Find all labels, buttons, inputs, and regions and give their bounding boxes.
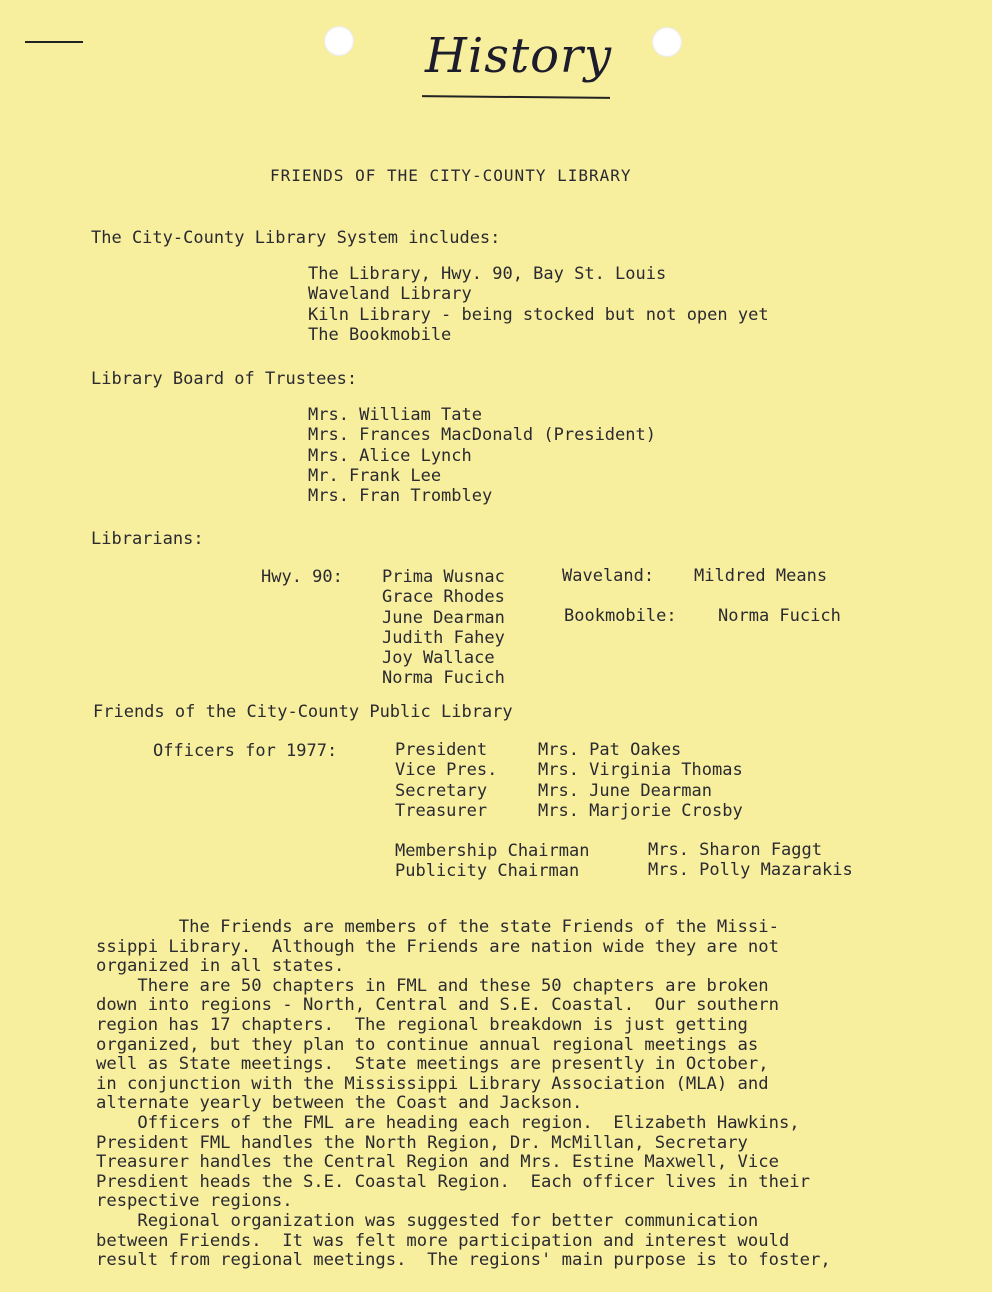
system-item: Waveland Library [308,284,472,305]
hwy-label: Hwy. 90: [261,567,343,587]
body-line: well as State meetings. State meetings are presently in October, [96,1054,769,1075]
body-line: between Friends. It was felt more participation and interest would [96,1230,790,1251]
board-member: Mrs. William Tate [308,405,482,425]
officer-name: Mrs. Virginia Thomas [538,760,743,781]
officer-name: Mrs. Pat Oakes [538,740,682,760]
officer-role: Treasurer [395,800,488,821]
body-line: alternate yearly between the Coast and Jackson. [96,1093,583,1114]
body-line: down into regions - North, Central and S.E. Coastal. Our southern [96,995,779,1016]
officer-name: Mrs. Marjorie Crosby [538,800,743,821]
body-line: organized, but they plan to continue annual regional meetings as [96,1034,759,1055]
chair-name: Mrs. Polly Mazarakis [648,860,853,881]
officers-label: Officers for 1977: [153,741,338,761]
officer-role: President [395,740,488,760]
page-heading: FRIENDS OF THE CITY-COUNTY LIBRARY [270,166,632,185]
body-line: Treasurer handles the Central Region and Mrs. Estine Maxwell, Vice [96,1152,779,1173]
handwritten-title: History [425,28,613,84]
body-line: Regional organization was suggested for better communication [96,1210,759,1231]
officer-name: Mrs. June Dearman [538,780,712,801]
body-line: Officers of the FML are heading each region. Elizabeth Hawkins, [96,1112,800,1133]
body-line: organized in all states. [96,956,345,977]
chair-names [648,840,853,881]
officer-role: Vice Pres. [395,760,498,781]
chair-roles [395,841,589,882]
body-line: ssippi Library. Although the Friends are nation wide they are not [96,936,779,957]
handwritten-underline [422,95,610,99]
waveland-librarian: Mildred Means [694,566,828,586]
chair-role: Membership Chairman [395,841,590,861]
system-label: The City-County Library System includes: [91,228,501,248]
body-line: The Friends are members of the state Friends of the Missi- [96,917,779,937]
punch-hole-right [652,27,682,57]
punch-hole-left [324,26,354,56]
bookmobile-label: Bookmobile: [564,606,677,626]
system-item: The Library, Hwy. 90, Bay St. Louis [308,264,667,284]
librarian-name: Joy Wallace [382,648,495,669]
officer-roles [395,740,497,821]
system-list [308,264,769,345]
board-list [308,405,656,506]
friends-label: Friends of the City-County Public Library [93,702,513,722]
body-line: in conjunction with the Mississippi Library Association (MLA) and [96,1073,769,1094]
board-member: Mrs. Frances MacDonald (President) [308,425,656,446]
body-paragraphs [96,918,926,1271]
body-line: result from regional meetings. The regions' main purpose is to foster, [96,1250,831,1271]
board-member: Mrs. Alice Lynch [308,445,472,466]
body-line: respective regions. [96,1191,293,1212]
librarian-name: Judith Fahey [382,627,505,648]
body-line: Presdient heads the S.E. Coastal Region. Each officer lives in their [96,1171,810,1192]
system-item: The Bookmobile [308,324,452,345]
librarian-name: Norma Fucich [382,668,505,689]
body-line: region has 17 chapters. The regional breakdown is just getting [96,1014,748,1035]
hwy-librarian-list [382,567,505,689]
chair-name: Mrs. Sharon Faggt [648,840,822,860]
board-member: Mr. Frank Lee [308,465,442,486]
officer-names [538,740,743,821]
bookmobile-librarian: Norma Fucich [718,606,841,626]
body-line: President FML handles the North Region, Dr. McMillan, Secretary [96,1132,748,1153]
board-member: Mrs. Fran Trombley [308,486,493,507]
body-line: There are 50 chapters in FML and these 50 chapters are broken [96,975,769,996]
librarian-name: Prima Wusnac [382,567,505,587]
officer-role: Secretary [395,780,488,801]
board-label: Library Board of Trustees: [91,369,358,389]
system-item: Kiln Library - being stocked but not open yet [308,304,769,325]
waveland-label: Waveland: [562,566,655,586]
librarians-label: Librarians: [91,529,204,549]
chair-role: Publicity Chairman [395,861,580,882]
librarian-name: Grace Rhodes [382,587,505,608]
margin-dash [25,41,83,43]
librarian-name: June Dearman [382,607,505,628]
